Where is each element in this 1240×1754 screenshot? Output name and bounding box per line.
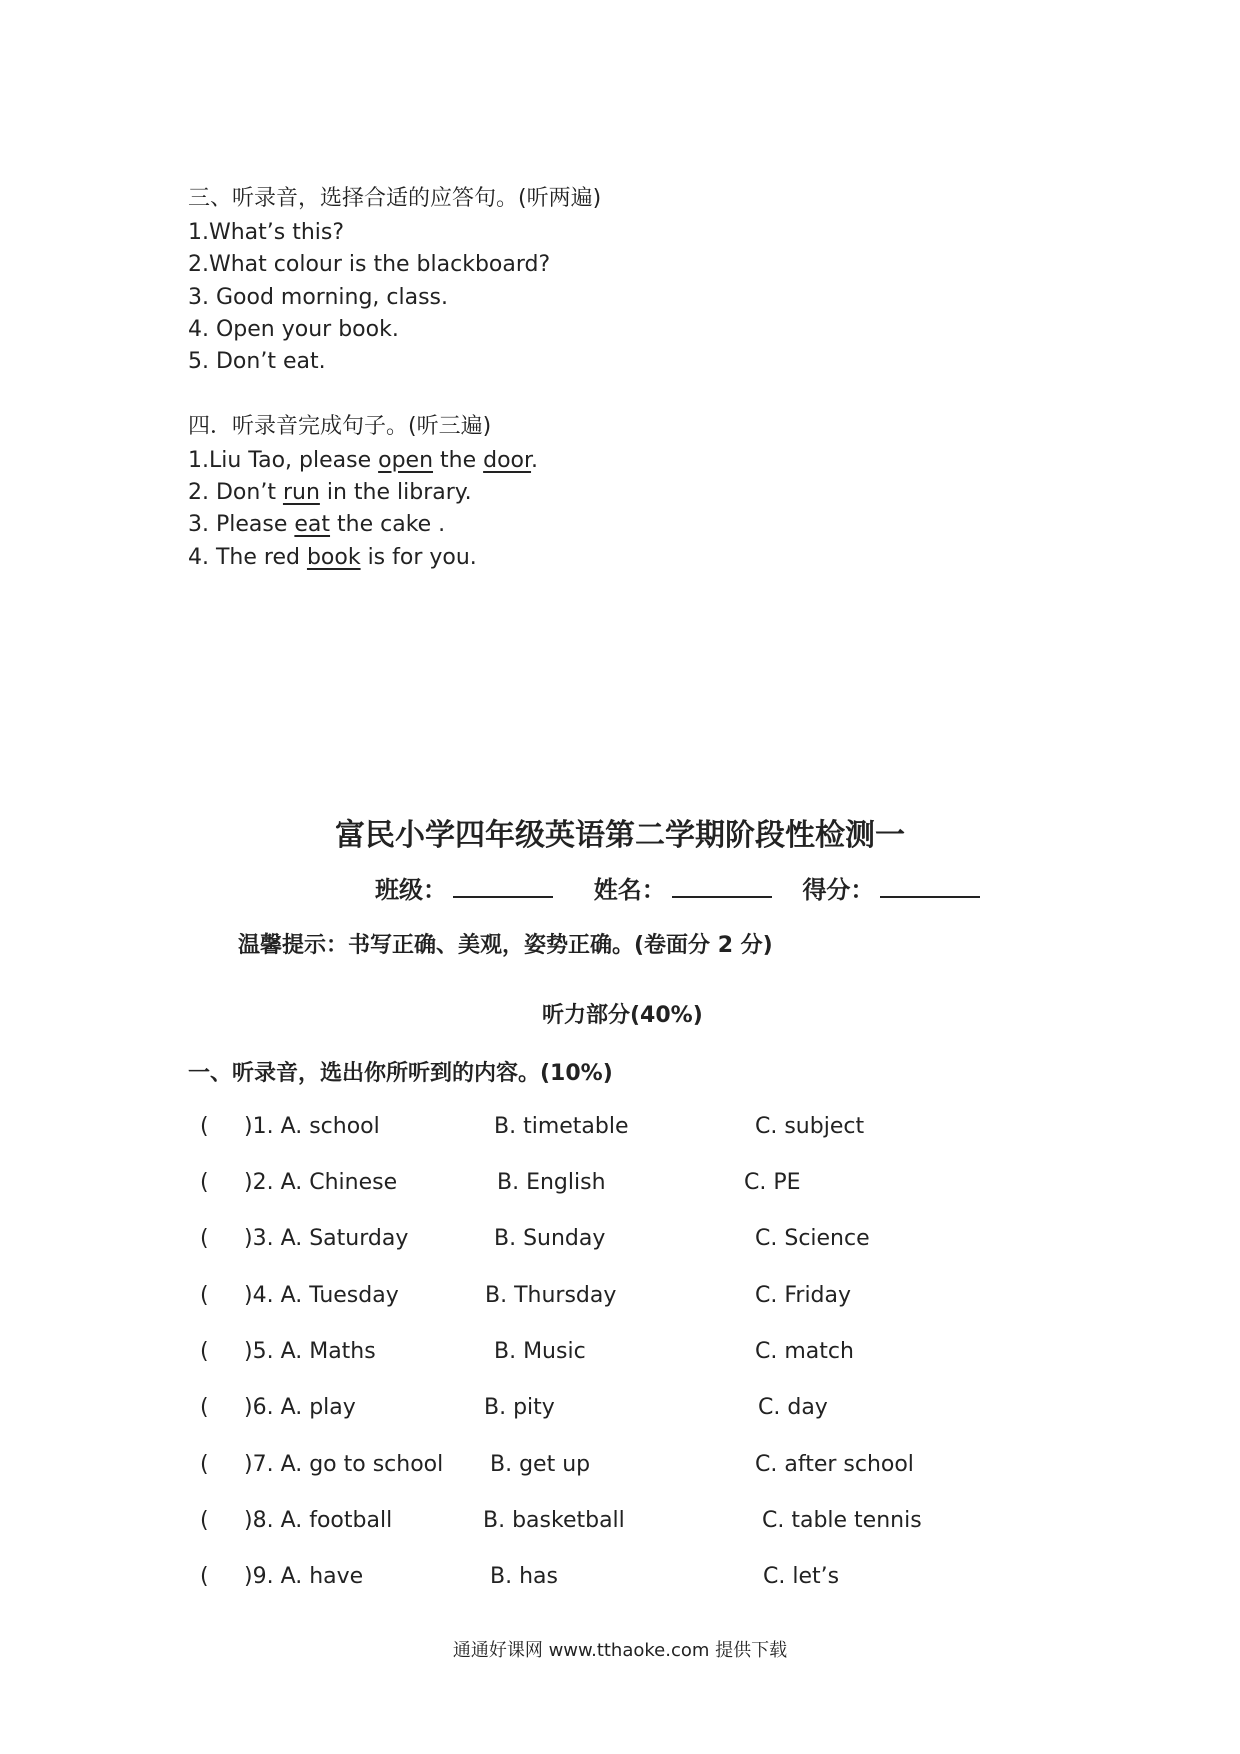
exam-tip: 温馨提示：书写正确、美观，姿势正确。(卷面分 2 分) [238,933,773,958]
part-title: 听力部分(40%) [542,1003,703,1028]
choice-paren: ( [200,1283,209,1308]
section4-line-4 [188,543,477,573]
choice-option-c: C. match [755,1339,854,1364]
score-label: 得分： [802,876,875,904]
answer-word: eat [294,512,331,537]
section3-heading: 三、听录音，选择合适的应答句。(听两遍) [188,186,602,211]
line-text: 1.Liu Tao, please [188,448,379,473]
line-text: the [433,448,484,473]
choice-option-b: B. pity [484,1395,555,1420]
section4-heading: 四．听录音完成句子。(听三遍) [188,414,492,439]
choice-option-b: B. Sunday [494,1226,606,1251]
choice-option-b: B. basketball [483,1508,625,1533]
exam-title: 富民小学四年级英语第二学期阶段性检测一 [335,818,905,853]
line-text: is for you. [360,545,477,570]
choice-option-b: B. Music [494,1339,586,1364]
choice-option-b: B. has [490,1564,558,1589]
line-text: the cake . [330,512,446,537]
choice-paren: ( [200,1339,209,1364]
name-label: 姓名： [593,876,666,904]
answer-word: book [306,545,361,570]
line-text: in the library. [319,480,472,505]
choice-paren: ( [200,1114,209,1139]
line-text: 2. Don’t [188,480,283,505]
section4-line-1 [188,446,538,476]
class-label: 班级： [375,876,447,904]
choice-paren: ( [200,1226,209,1251]
choice-option-c: C. PE [744,1170,801,1195]
choice-option-b: B. Thursday [485,1283,617,1308]
score-blank[interactable] [880,874,980,898]
section4-line-3 [188,510,445,540]
section4-line-2 [188,478,472,508]
answer-word: door [483,448,532,473]
line-text: 4. The red [188,545,307,570]
choice-option-a: )7. A. go to school [244,1452,444,1477]
choice-paren: ( [200,1395,209,1420]
choice-option-a: )9. A. have [244,1564,364,1589]
page-footer: 通通好课网 www.tthaoke.com 提供下载 [452,1640,788,1661]
answer-word: open [378,448,434,473]
choice-option-c: C. let’s [763,1564,840,1589]
choice-option-c: C. day [758,1395,828,1420]
choice-option-c: C. after school [755,1452,914,1477]
choice-option-a: )6. A. play [244,1395,356,1420]
answer-word: run [282,480,320,505]
choice-option-c: C. table tennis [762,1508,922,1533]
section3-item-5: 5. Don’t eat. [188,349,326,374]
choice-paren: ( [200,1564,209,1589]
choice-option-a: )2. A. Chinese [244,1170,398,1195]
choice-option-b: B. timetable [494,1114,629,1139]
line-text: . [531,448,539,473]
section3-item-1: 1.What’s this? [188,220,345,245]
choice-option-a: )4. A. Tuesday [244,1283,399,1308]
section3-item-3: 3. Good morning, class. [188,285,449,310]
choice-option-a: )3. A. Saturday [244,1226,409,1251]
choice-paren: ( [200,1508,209,1533]
choice-option-c: C. Friday [755,1283,852,1308]
name-blank[interactable] [672,874,772,898]
choice-option-a: )5. A. Maths [244,1339,376,1364]
choice-option-a: )8. A. football [244,1508,393,1533]
line-text: 3. Please [188,512,295,537]
choice-paren: ( [200,1170,209,1195]
class-blank[interactable] [453,874,553,898]
choice-option-c: C. subject [755,1114,865,1139]
choice-paren: ( [200,1452,209,1477]
choice-option-b: B. get up [490,1452,591,1477]
question1-heading: 一、听录音，选出你所听到的内容。(10%) [188,1061,613,1086]
choice-option-b: B. English [497,1170,606,1195]
section3-item-4: 4. Open your book. [188,317,399,342]
section3-item-2: 2.What colour is the blackboard? [188,252,551,277]
info-row [375,870,980,905]
choice-option-a: )1. A. school [244,1114,380,1139]
choice-option-c: C. Science [755,1226,870,1251]
